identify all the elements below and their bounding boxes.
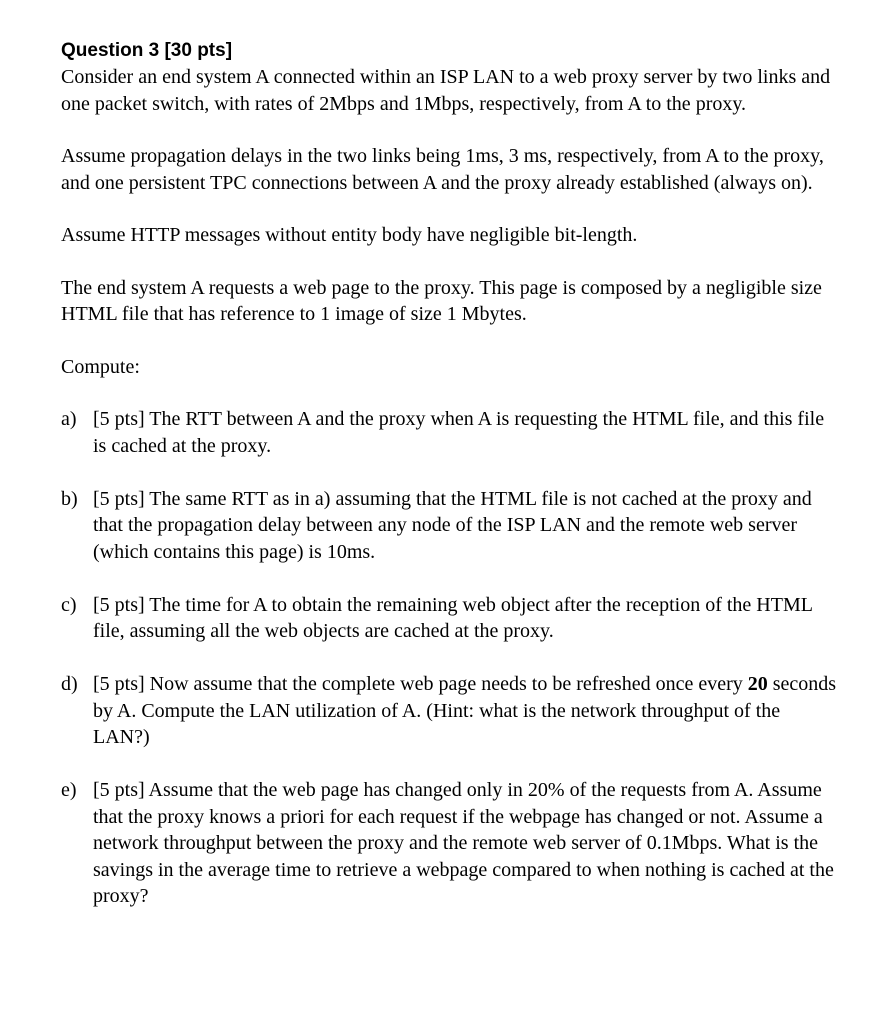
subquestion-e	[61, 777, 841, 910]
subquestion-label: a)	[61, 408, 77, 430]
question-document	[61, 38, 841, 936]
subquestion-text: [5 pts] The same RTT as in a) assuming that the HTML file is not cached at the proxy and that the propagation delay between any node of the ISP LAN and the remote web server (which contains this page) is 10ms.	[93, 487, 812, 563]
paragraph-setup: Consider an end system A connected within an ISP LAN to a web proxy server by two links and one packet switch, with rates of 2Mbps and 1Mbps, respectively, from A to the proxy.	[61, 66, 831, 115]
subquestion-label: d)	[61, 673, 78, 695]
subquestion-d	[61, 671, 841, 751]
paragraph-delays: Assume propagation delays in the two links being 1ms, 3 ms, respectively, from A to the proxy, and one persistent TPC connections between A and the proxy already established (always on).	[61, 145, 824, 194]
subquestion-c	[61, 592, 841, 645]
question-title: Question 3 [30 pts]	[61, 40, 233, 61]
subquestion-label: e)	[61, 779, 77, 801]
subquestion-text: [5 pts] Assume that the web page has changed only in 20% of the requests from A. Assume that the proxy knows a priori for each request if the webpage has changed or not. Assume a network throughput between the proxy and the remote web server of 0.1Mbps. What is the savings in the average time to retrieve a webpage compared to when nothing is cached at the proxy?	[93, 779, 834, 907]
subquestion-bold-number: 20	[747, 673, 768, 695]
subquestion-text: [5 pts] The RTT between A and the proxy when A is requesting the HTML file, and this file is cached at the proxy.	[93, 408, 825, 457]
paragraph-http: Assume HTTP messages without entity body have negligible bit-length.	[61, 224, 638, 246]
subquestion-list	[61, 406, 841, 910]
subquestion-text: [5 pts] The time for A to obtain the remaining web object after the reception of the HTML file, assuming all the web objects are cached at the proxy.	[93, 593, 813, 642]
paragraph-request: The end system A requests a web page to the proxy. This page is composed by a negligible size HTML file that has reference to 1 image of size 1 Mbytes.	[61, 276, 822, 325]
subquestion-text-before: [5 pts] Now assume that the complete web page needs to be refreshed once every	[93, 673, 748, 695]
paragraph-compute: Compute:	[61, 355, 140, 378]
subquestion-label: b)	[61, 487, 78, 510]
subquestion-b	[61, 486, 841, 566]
subquestion-text-after: seconds by A. Compute the LAN utilization of A. (Hint: what is the network throughput of the LAN?)	[93, 673, 837, 748]
subquestion-a	[61, 406, 841, 459]
subquestion-label: c)	[61, 593, 77, 616]
